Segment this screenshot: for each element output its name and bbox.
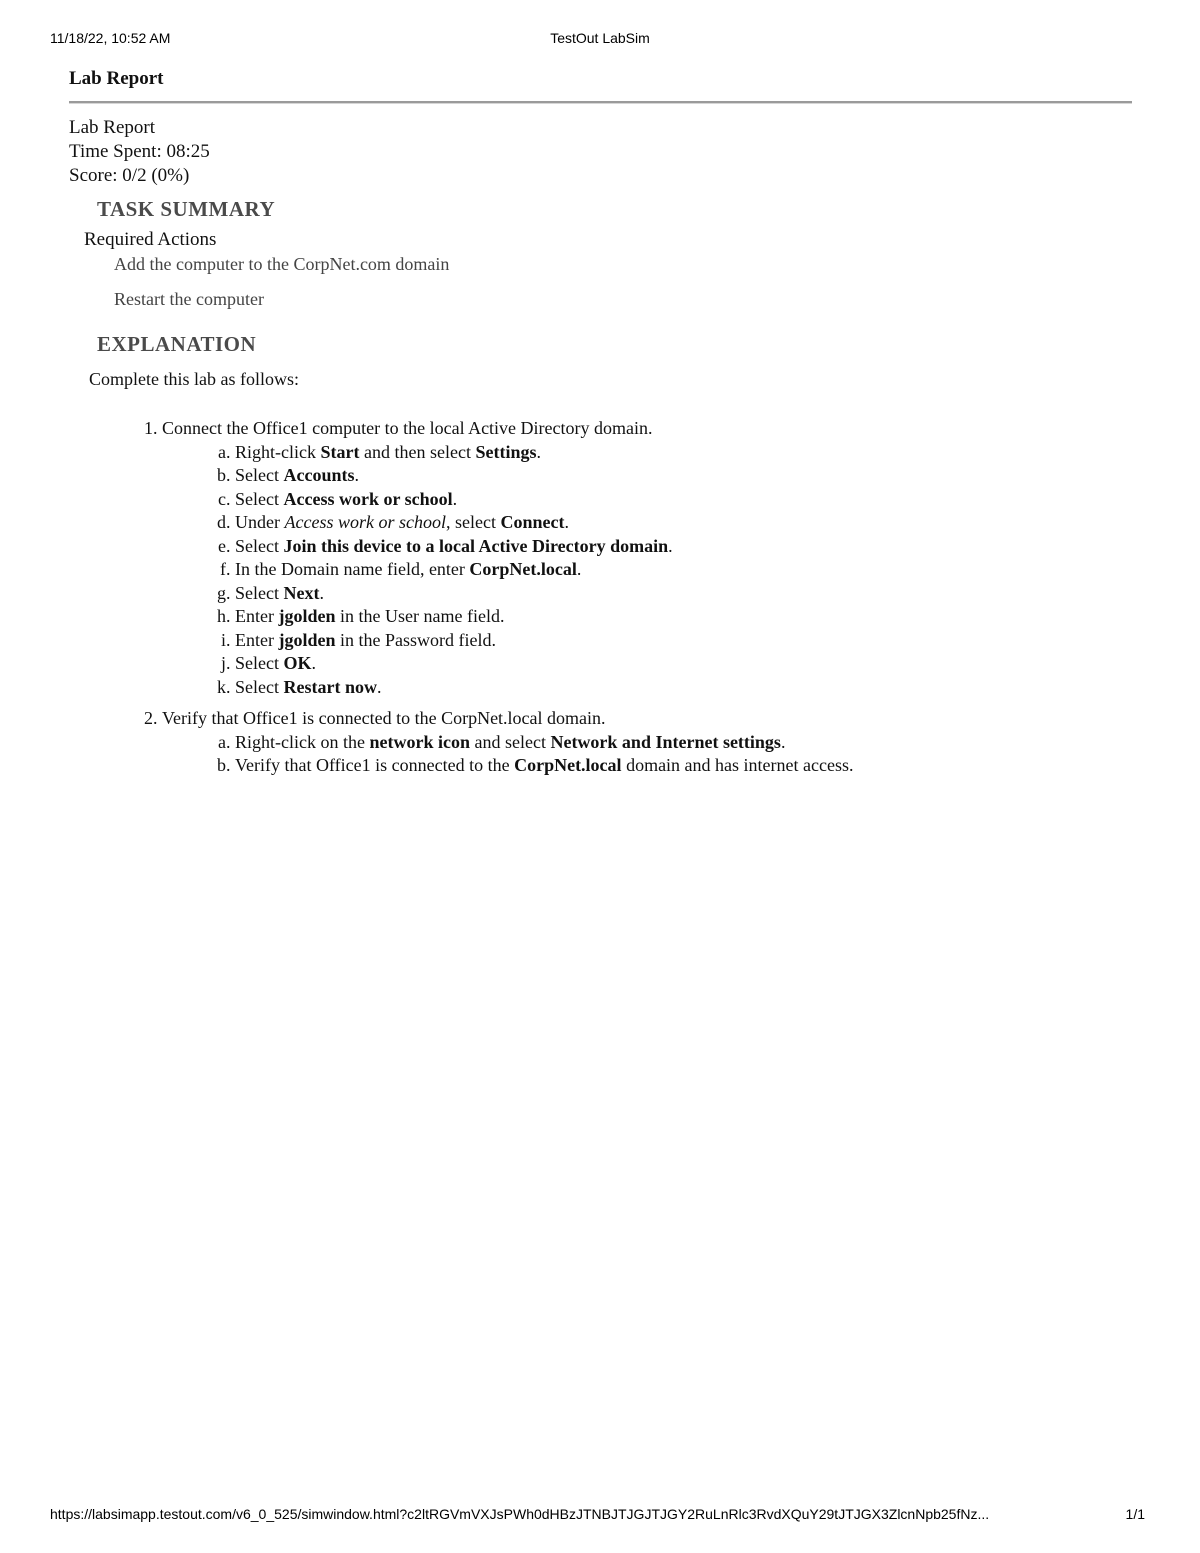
substep [235,582,1132,606]
substep-text: . [564,512,569,532]
emphasis-text: CorpNet.local [514,755,622,775]
substep-text: Select [235,465,284,485]
required-actions-label: Required Actions [84,229,217,250]
emphasis-text: jgolden [278,606,336,626]
explanation-steps [69,417,1132,778]
emphasis-text: network icon [369,731,470,752]
emphasis-text: Network and Internet settings [550,731,781,752]
substep-text: Select [235,582,284,603]
emphasis-text: Access work or school [283,488,453,509]
substep-list [162,441,1132,700]
emphasis-text: Start [320,441,360,462]
substep [235,605,1132,629]
substep [235,731,1132,755]
substep-text: in the Password field. [335,629,496,650]
explanation-step [162,707,1132,778]
substep [235,511,1132,535]
substep-text: . [376,676,382,697]
substep-text: . [668,535,673,556]
explanation-step [162,417,1132,699]
substep-text: . [452,488,458,509]
print-footer [0,1506,1200,1526]
required-action-item: Add the computer to the CorpNet.com domain [114,254,450,274]
emphasis-text: Settings [475,441,537,462]
emphasis-text: Connect [500,512,565,532]
substep-text: domain and has internet access. [621,755,854,775]
substep-text: . [319,582,324,603]
substep [235,652,1132,676]
emphasis-text: OK [283,653,312,673]
page-heading: Lab Report [69,68,164,89]
lab-report-content [69,66,1132,786]
task-summary-title: TASK SUMMARY [97,197,276,221]
substep-text: Enter [235,606,279,626]
substep-text: Right-click [235,441,321,462]
substep-text: Select [235,488,284,509]
substep-text: Enter [235,629,279,650]
substep [235,676,1132,700]
time-spent: Time Spent: 08:25 [69,141,210,162]
report-meta [69,116,1132,188]
substep-text: in the User name field. [335,606,505,626]
substep-text: Verify that Office1 is connected to the [235,755,515,775]
substep-text: and select [469,731,551,752]
explanation-intro: Complete this lab as follows: [89,369,299,389]
score: Score: 0/2 (0%) [69,165,190,186]
emphasis-text: Join this device to a local Active Directory domain [283,535,669,556]
substep [235,488,1132,512]
emphasis-text: Restart now [283,676,377,697]
emphasis-text: jgolden [278,629,336,650]
substep-text: , select [445,512,501,532]
print-datetime: 11/18/22, 10:52 AM [50,30,171,46]
substep-list [162,731,1132,778]
print-url: https://labsimapp.testout.com/v6_0_525/simwindow.html?c2ltRGVmVXJsPWh0dHBzJTNBJTJGJTJGY2RuLnRlc3RvdXQuY29tJTJGX3ZlcnNpb25fNz... [50,1506,990,1522]
substep [235,558,1132,582]
header-divider [69,101,1132,104]
step-text: Verify that Office1 is connected to the CorpNet.local domain. [162,708,606,728]
print-header [0,30,1200,50]
emphasis-text: CorpNet.local [469,559,577,579]
substep [235,629,1132,653]
substep-text: Right-click on the [235,731,370,752]
substep-text: . [354,465,359,485]
report-title: Lab Report [69,117,156,138]
print-page-count: 1/1 [1125,1506,1145,1522]
substep [235,441,1132,465]
required-action-item: Restart the computer [114,289,264,309]
substep-text: Select [235,653,284,673]
substep-text: . [780,731,786,752]
step-text: Connect the Office1 computer to the local Active Directory domain. [162,418,653,438]
substep-text: In the Domain name field, enter [235,559,470,579]
print-page-title: TestOut LabSim [550,30,650,46]
substep [235,464,1132,488]
substep-text: . [536,441,541,462]
substep-text: . [311,653,316,673]
substep-text: Under [235,512,285,532]
italic-text: Access work or school [284,512,446,532]
substep [235,754,1132,778]
explanation-title: EXPLANATION [97,332,257,356]
substep [235,535,1132,559]
substep-text: Select [235,535,284,556]
emphasis-text: Next [283,582,320,603]
substep-text: and then select [359,441,476,462]
substep-text: Select [235,676,284,697]
emphasis-text: Accounts [283,465,355,485]
substep-text: . [576,559,582,579]
